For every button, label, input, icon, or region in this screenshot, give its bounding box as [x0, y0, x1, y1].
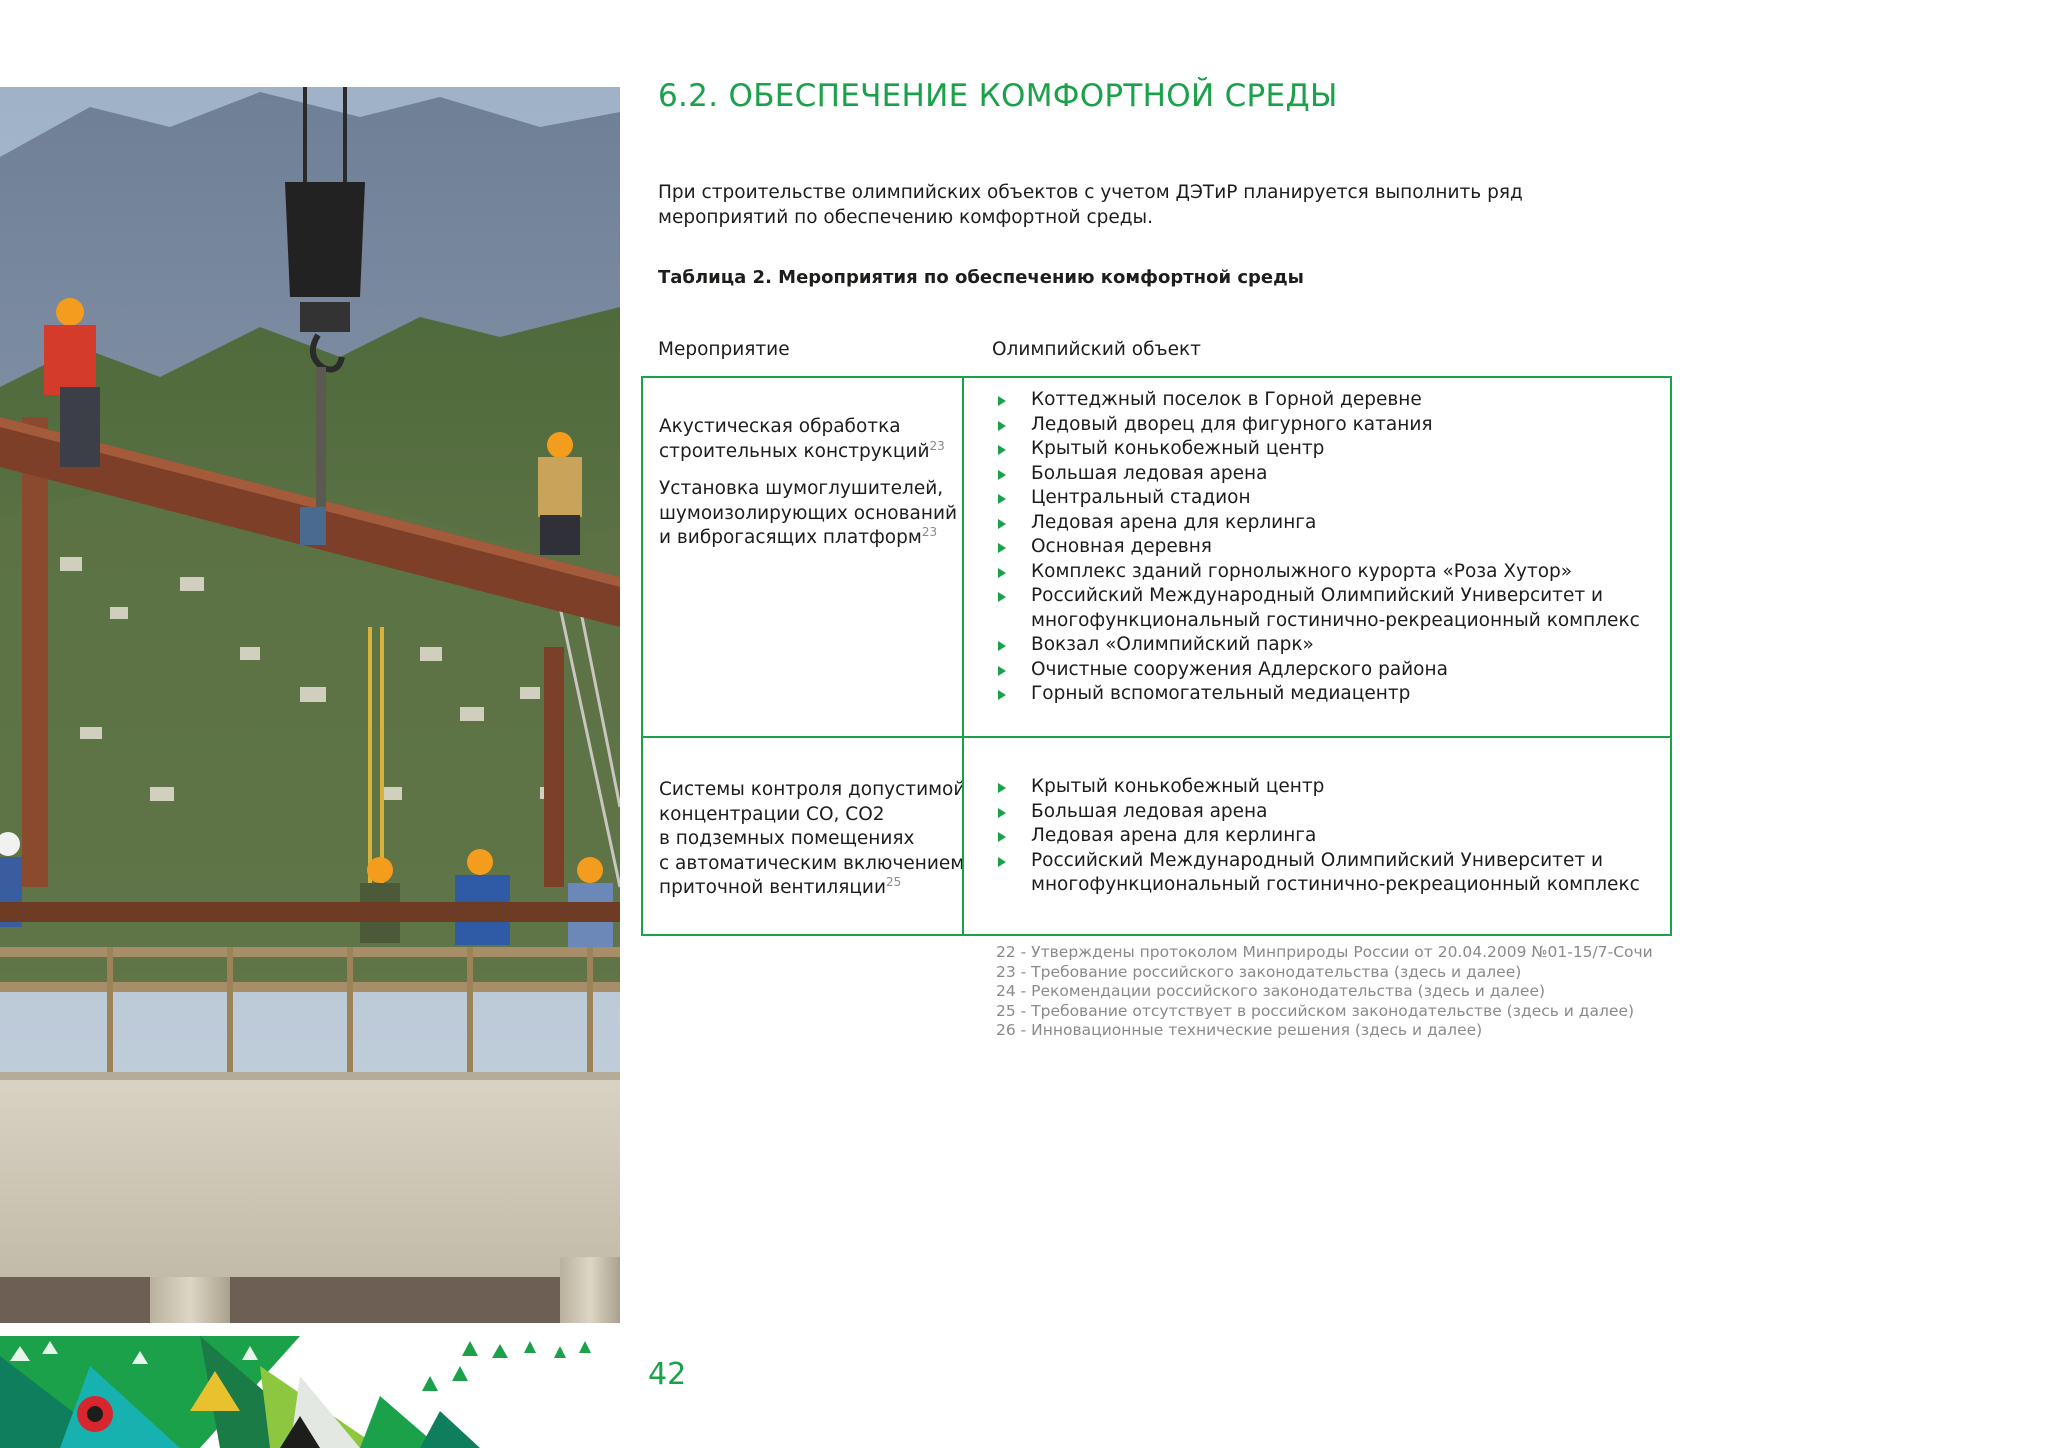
- section-heading: 6.2. ОБЕСПЕЧЕНИЕ КОМФОРТНОЙ СРЕДЫ: [658, 78, 1338, 114]
- object-list-item: [998, 658, 1640, 683]
- object-name: Центральный стадион: [1031, 487, 1251, 508]
- object-name: Ледовый дворец для фигурного катания: [1031, 413, 1433, 435]
- object-list-item: [998, 682, 1640, 707]
- green-triangle-bullet-icon: [998, 857, 1006, 867]
- measure-line: Акустическая обработка: [659, 416, 901, 437]
- object-name: Основная деревня: [1031, 536, 1212, 557]
- green-triangle-bullet-icon: [998, 808, 1006, 818]
- measure-line: приточной вентиляции$^{25}$: [659, 875, 902, 898]
- measure-line: в подземных помещениях: [659, 828, 915, 849]
- green-triangle-bullet-icon: [998, 641, 1006, 651]
- table-row-2-object-cell: [962, 736, 1672, 936]
- measure-item: [659, 477, 957, 551]
- measures-table: [641, 376, 1672, 936]
- object-name: Крытый конькобежный центр: [1031, 438, 1325, 459]
- green-triangle-bullet-icon: [998, 421, 1006, 431]
- measure-line: Системы контроля допустимой: [659, 779, 966, 800]
- measure-text: [659, 778, 965, 914]
- object-name: Очистные сооружения Адлерского района: [1031, 658, 1448, 680]
- intro-line: мероприятий по обеспечению комфортной среды.: [658, 207, 1154, 228]
- footnote: 24 - Рекомендации российского законодательства (здесь и далее): [996, 982, 1546, 1001]
- footnote-ref: 25: [885, 875, 902, 889]
- object-list-item: [998, 462, 1640, 487]
- footnote-ref: 23: [929, 438, 945, 453]
- column-header-measure: Мероприятие: [658, 339, 790, 360]
- object-list: [998, 388, 1640, 707]
- object-name: многофункциональный гостинично-рекреационный комплекс: [1031, 609, 1640, 631]
- object-list-item: [998, 413, 1640, 438]
- object-name: Российский Международный Олимпийский Университет и: [1031, 585, 1604, 606]
- object-name: Ледовая арена для керлинга: [1031, 825, 1317, 846]
- green-triangle-bullet-icon: [998, 470, 1006, 480]
- green-triangle-bullet-icon: [998, 396, 1006, 406]
- footnote-ref: 23: [921, 525, 938, 539]
- object-list-item: [998, 535, 1640, 560]
- table-caption: Таблица 2. Мероприятия по обеспечению комфортной среды: [658, 267, 1304, 288]
- measure-text: [659, 415, 957, 564]
- object-list-item: [998, 560, 1640, 585]
- green-triangle-bullet-icon: [998, 568, 1006, 578]
- intro-paragraph: [658, 180, 1523, 230]
- footnote: 26 - Инновационные технические решения (здесь и далее): [996, 1021, 1483, 1040]
- object-list-item: [998, 584, 1640, 633]
- green-triangle-bullet-icon: [998, 494, 1006, 504]
- object-name: многофункциональный гостинично-рекреационный комплекс: [1031, 874, 1640, 895]
- green-triangle-bullet-icon: [998, 783, 1006, 793]
- object-list-item: [998, 511, 1640, 536]
- measure-line: концентрации СО, СО2: [659, 803, 885, 825]
- object-list-item: [998, 437, 1640, 462]
- measure-item: [659, 778, 965, 901]
- object-name: Вокзал «Олимпийский парк»: [1031, 634, 1314, 655]
- green-triangle-bullet-icon: [998, 592, 1006, 602]
- footnotes: [996, 943, 1653, 1041]
- page-number: 42: [648, 1357, 687, 1392]
- green-triangle-bullet-icon: [998, 832, 1006, 842]
- measure-line: строительных конструкций$^{23}$: [659, 438, 945, 462]
- object-name: Ледовая арена для керлинга: [1031, 511, 1317, 533]
- object-list-item: [998, 800, 1640, 825]
- measure-item: [659, 415, 957, 464]
- object-list: [998, 775, 1640, 898]
- object-list-item: [998, 775, 1640, 800]
- object-list-item: [998, 849, 1640, 898]
- measure-line: Установка шумоглушителей,: [659, 478, 944, 499]
- object-list-item: [998, 486, 1640, 511]
- measure-line: с автоматическим включением: [659, 852, 965, 874]
- object-list-item: [998, 633, 1640, 658]
- footnote: 23 - Требование российского законодательства (здесь и далее): [996, 962, 1522, 981]
- object-name: Российский Международный Олимпийский Университет и: [1031, 849, 1604, 871]
- green-triangle-bullet-icon: [998, 445, 1006, 455]
- table-row-2-measure-cell: [641, 736, 964, 936]
- intro-line: При строительстве олимпийских объектов с учетом ДЭТиР планируется выполнить ряд: [658, 182, 1523, 203]
- green-triangle-bullet-icon: [998, 666, 1006, 676]
- measure-line: и виброгасящих платформ$^{23}$: [659, 525, 938, 548]
- object-name: Большая ледовая арена: [1031, 800, 1268, 822]
- column-header-object: Олимпийский объект: [992, 339, 1201, 360]
- table-row-1-measure-cell: [641, 376, 964, 738]
- object-name: Крытый конькобежный центр: [1031, 776, 1325, 797]
- green-triangle-bullet-icon: [998, 690, 1006, 700]
- object-name: Комплекс зданий горнолыжного курорта «Роза Хутор»: [1031, 560, 1573, 582]
- decorative-pattern: [0, 1336, 620, 1448]
- green-triangle-bullet-icon: [998, 519, 1006, 529]
- footnote: 22 - Утверждены протоколом Минприроды России от 20.04.2009 №01-15/7-Сочи: [996, 943, 1653, 961]
- object-name: Коттеджный поселок в Горной деревне: [1031, 389, 1422, 410]
- object-name: Большая ледовая арена: [1031, 462, 1268, 484]
- construction-photo: [0, 87, 620, 1323]
- object-list-item: [998, 388, 1640, 413]
- object-list-item: [998, 824, 1640, 849]
- footnote: 25 - Требование отсутствует в российском законодательстве (здесь и далее): [996, 1001, 1635, 1020]
- table-row-1-object-cell: [962, 376, 1672, 738]
- object-name: Горный вспомогательный медиацентр: [1031, 683, 1411, 704]
- green-triangle-bullet-icon: [998, 543, 1006, 553]
- measure-line: шумоизолирующих оснований: [659, 502, 958, 524]
